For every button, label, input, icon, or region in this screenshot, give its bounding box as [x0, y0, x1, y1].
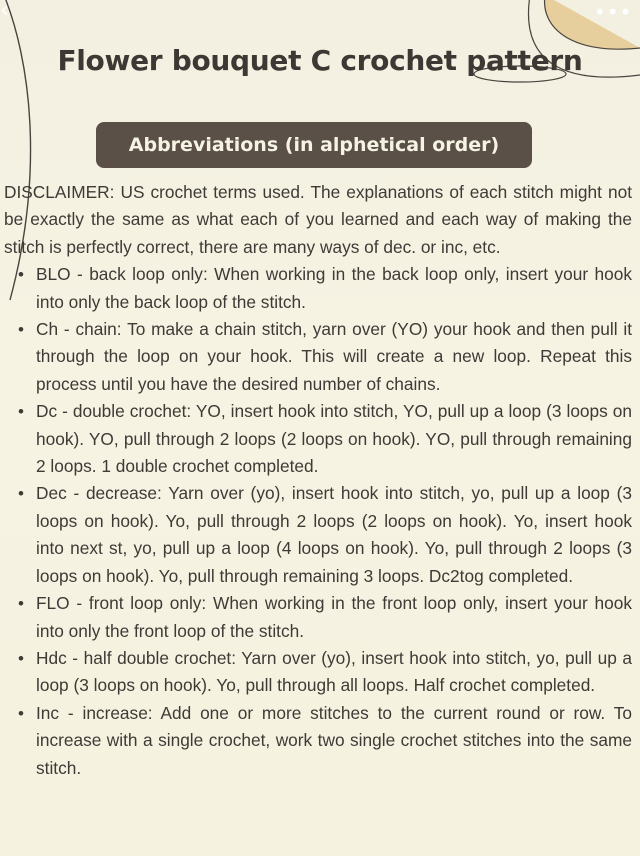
list-item-text: Dec - decrease: Yarn over (yo), insert hook into stitch, yo, pull up a loop (3 loops on hook). Yo, pull through 2 loops (2 loops on hook). Yo, insert hook into next st, yo, pull up a loop (4 loops on hook). Yo, pull through 2 loops (3 loops on hook). Yo, pull through remaining 3 loops. Dc2tog completed.: [36, 483, 632, 586]
more-options-icon[interactable]: •••: [594, 0, 633, 24]
list-item-text: BLO - back loop only: When working in the back loop only, insert your hook into only the back loop of the stitch.: [36, 264, 632, 312]
list-item: [18, 480, 632, 590]
bullet-icon: •: [18, 594, 24, 614]
list-item-text: FLO - front loop only: When working in the front loop only, insert your hook into only the front loop of the stitch.: [36, 593, 632, 641]
bullet-icon: •: [18, 648, 24, 668]
list-item: [18, 590, 632, 645]
disclaimer-text: DISCLAIMER: US crochet terms used. The explanations of each stitch might not be exactly the same as what each of you learned and each way of making the stitch is perfectly correct, there are many ways of dec. or inc, etc.: [4, 182, 632, 257]
list-item-text: Ch - chain: To make a chain stitch, yarn over (YO) your hook and then pull it through the loop on your hook. This will create a new loop. Repeat this process until you have the desired number of chains.: [36, 319, 632, 394]
section-heading-badge: Abbreviations (in alphetical order): [96, 122, 532, 168]
back-chevron-icon[interactable]: ‹: [0, 0, 9, 23]
bullet-icon: •: [18, 484, 24, 504]
list-item: [18, 261, 632, 316]
bullet-icon: •: [18, 265, 24, 285]
list-item: [18, 700, 632, 782]
list-item: [18, 645, 632, 700]
abbreviation-list: [4, 261, 632, 782]
list-item-text: Dc - double crochet: YO, insert hook into stitch, YO, pull up a loop (3 loops on hook). YO, pull through 2 loops (2 loops on hook). YO, pull through remaining 2 loops. 1 double crochet completed.: [36, 401, 632, 477]
list-item-text: Hdc - half double crochet: Yarn over (yo), insert hook into stitch, yo, pull up a loop (3 loops on hook). Yo, pull through all loops. Half crochet completed.: [36, 647, 632, 696]
list-item: [18, 316, 632, 398]
bullet-icon: •: [18, 402, 24, 422]
list-item-text: Inc - increase: Add one or more stitches to the current round or row. To increase with a single crochet, work two single crochet stitches into the same stitch.: [36, 702, 632, 778]
bullet-icon: •: [18, 703, 24, 723]
list-item: [18, 398, 632, 480]
bullet-icon: •: [18, 320, 24, 340]
abbreviations-content: [4, 179, 632, 782]
page-title: Flower bouquet C crochet pattern: [57, 44, 583, 77]
